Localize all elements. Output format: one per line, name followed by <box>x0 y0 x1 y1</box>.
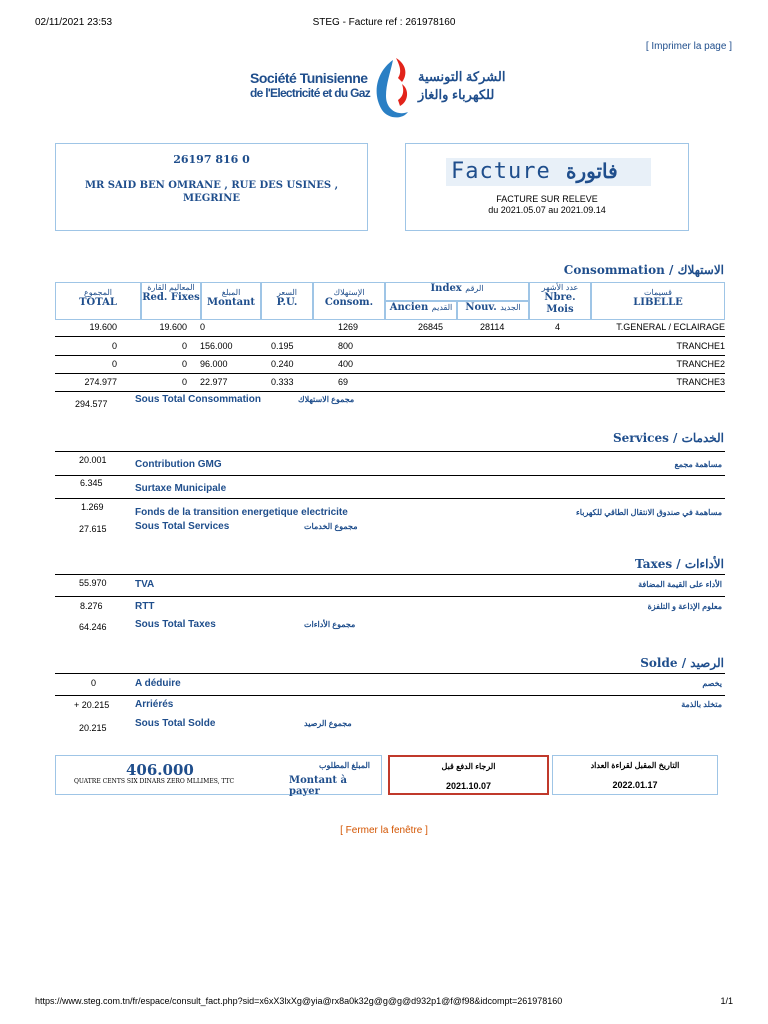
client-ref: 26197 816 0 <box>173 153 250 166</box>
close-window-link[interactable]: [ Fermer la fenêtre ] <box>340 825 428 836</box>
col-pu: P.U. <box>276 297 298 308</box>
col-red: Red. Fixes <box>142 292 200 303</box>
subtotal-taxes-label: Sous Total Taxes <box>135 619 216 630</box>
taxes-ar-0: الأداء على القيمة المضافة <box>638 580 722 589</box>
section-title-consommation: Consommation / الاستهلاك <box>563 263 724 277</box>
amount-label: Montant à payer <box>289 775 347 797</box>
cell-ancien: 26845 <box>418 322 444 332</box>
subtotal-services-ar: مجموع الخدمات <box>304 522 358 531</box>
cell-mois: 4 <box>555 322 561 332</box>
section-title-taxes: Taxes / الأداءات <box>635 557 724 571</box>
col-ancien-ar: القديم <box>431 303 453 312</box>
col-nouv-ar: الجديد <box>500 303 521 312</box>
next-reading-box <box>552 755 718 795</box>
cell-pu: 0.240 <box>271 359 294 369</box>
invoice-period: du 2021.05.07 au 2021.09.14 <box>488 205 606 215</box>
cell-consom: 400 <box>338 359 354 369</box>
services-label-1: Surtaxe Municipale <box>135 483 227 494</box>
cell-pu: 0.195 <box>271 341 294 351</box>
col-montant: Montant <box>207 297 255 308</box>
cell-red: 0 <box>181 341 187 351</box>
divider <box>55 336 725 337</box>
subtotal-services-value: 27.615 <box>79 524 107 534</box>
col-red-ar: المعاليم القارة <box>147 283 195 292</box>
due-date: 2021.10.07 <box>445 781 492 791</box>
cell-red: 19.600 <box>159 322 187 332</box>
logo-ar-line2: للكهرباء والغاز <box>418 87 495 102</box>
cell-libelle: T.GENERAL / ECLAIRAGE <box>616 322 725 332</box>
subtotal-taxes-ar: مجموع الأداءات <box>304 620 356 629</box>
divider <box>55 373 725 374</box>
consumption-row <box>55 377 725 391</box>
divider <box>55 451 725 452</box>
col-total: TOTAL <box>79 297 117 308</box>
cell-total: 19.600 <box>89 322 117 332</box>
consumption-row <box>55 359 725 373</box>
cell-consom: 69 <box>338 377 349 387</box>
subtotal-consommation-label: Sous Total Consommation <box>135 394 261 405</box>
cell-montant: 96.000 <box>200 359 228 369</box>
cell-red: 0 <box>181 377 187 387</box>
subtotal-consommation-value: 294.577 <box>75 399 108 409</box>
services-value-2: 1.269 <box>81 502 104 512</box>
solde-value-0: 0 <box>91 678 97 688</box>
divider <box>55 596 725 597</box>
divider <box>55 391 725 392</box>
subtotal-solde-label: Sous Total Solde <box>135 718 216 729</box>
col-mois: Nbre. Mois <box>544 292 576 315</box>
divider <box>55 475 725 476</box>
cell-total: 274.977 <box>84 377 117 387</box>
solde-ar-0: يخصم <box>702 679 722 688</box>
cell-total: 0 <box>111 359 117 369</box>
cell-libelle: TRANCHE2 <box>676 359 725 369</box>
logo-ar-line1: الشركة التونسية <box>418 69 506 84</box>
divider <box>55 498 725 499</box>
cell-consom: 800 <box>338 341 354 351</box>
taxes-value-1: 8.276 <box>80 601 103 611</box>
section-title-solde: Solde / الرصيد <box>640 656 724 670</box>
next-label-ar: التاريخ المقبل لقراءة العداد <box>590 761 680 770</box>
amount-words: QUATRE CENTS SIX DINARS ZERO MLLIMES, TTC <box>74 778 235 785</box>
cell-montant: 22.977 <box>200 377 228 387</box>
col-index: Index <box>430 283 462 294</box>
print-title: STEG - Facture ref : 261978160 <box>312 17 456 28</box>
steg-logo <box>250 54 530 124</box>
col-total-ar: المجموع <box>84 288 112 297</box>
solde-value-1: + 20.215 <box>74 700 110 710</box>
subtotal-services-label: Sous Total Services <box>135 521 230 532</box>
col-libelle: LIBELLE <box>633 297 683 308</box>
taxes-ar-1: معلوم الإذاعة و التلفزة <box>647 602 722 611</box>
services-value-1: 6.345 <box>80 478 103 488</box>
taxes-value-0: 55.970 <box>79 578 107 588</box>
taxes-label-0: TVA <box>135 579 155 590</box>
consumption-row <box>55 341 725 355</box>
client-name-line2: MEGRINE <box>183 193 240 204</box>
cell-red: 0 <box>181 359 187 369</box>
subtotal-consommation-ar: مجموع الاستهلاك <box>298 395 355 404</box>
services-ar-0: مساهمة مجمع <box>674 460 722 469</box>
due-date-box <box>388 755 549 795</box>
solde-label-1: Arriérés <box>135 699 174 710</box>
logo-fr-line2: de l'Electricité et du Gaz <box>250 86 371 100</box>
subtotal-taxes-value: 64.246 <box>79 622 107 632</box>
cell-pu: 0.333 <box>271 377 294 387</box>
next-reading-date: 2022.01.17 <box>612 780 658 790</box>
services-ar-2: مساهمة في صندوق الانتقال الطاقي للكهرباء <box>576 508 722 517</box>
amount-label-ar: المبلغ المطلوب <box>319 761 370 770</box>
footer-url: https://www.steg.com.tn/fr/espace/consult_fact.php?sid=x6xX3lxXg@yia@rx8a0k32g@g@g@d932p1@f@f98&idcompt=261978160 <box>35 996 563 1006</box>
col-index-ar: الرقم <box>465 284 484 293</box>
invoice-title-ar: فاتورة <box>566 161 618 183</box>
consumption-header <box>55 282 725 320</box>
print-page-link[interactable]: [ Imprimer la page ] <box>645 41 732 52</box>
services-label-0: Contribution GMG <box>135 459 222 470</box>
col-mois-ar: عدد الأشهر <box>541 283 579 292</box>
cell-nouv: 28114 <box>480 322 505 332</box>
section-title-services: Services / الخدمات <box>612 431 724 445</box>
logo-fr-line1: Société Tunisienne <box>250 70 368 86</box>
solde-label-0: A déduire <box>135 678 181 689</box>
col-ancien: Ancien <box>389 302 429 313</box>
cell-libelle: TRANCHE1 <box>676 341 725 351</box>
services-value-0: 20.001 <box>79 455 107 465</box>
client-box <box>55 143 368 231</box>
due-label-ar: الرجاء الدفع قبل <box>441 762 496 771</box>
cell-libelle: TRANCHE3 <box>676 377 725 387</box>
invoice-title-fr: Facture <box>451 159 551 184</box>
amount-box <box>55 755 382 795</box>
divider <box>55 695 725 696</box>
col-consom-ar: الإستهلاك <box>333 288 365 297</box>
col-nouv: Nouv. <box>465 302 497 313</box>
services-label-2: Fonds de la transition energetique electricite <box>135 507 348 518</box>
invoice-type: FACTURE SUR RELEVE <box>496 194 598 204</box>
print-datetime: 02/11/2021 23:53 <box>35 17 113 28</box>
divider <box>55 673 725 674</box>
col-consom: Consom. <box>324 297 374 308</box>
cell-montant: 0 <box>200 322 206 332</box>
cell-montant: 156.000 <box>200 341 233 351</box>
client-name-line1: MR SAID BEN OMRANE , RUE DES USINES , <box>84 180 339 191</box>
invoice-box <box>405 143 689 231</box>
amount-value: 406.000 <box>126 761 194 779</box>
col-montant-ar: المبلغ <box>221 288 241 297</box>
cell-consom: 1269 <box>338 322 359 332</box>
subtotal-solde-value: 20.215 <box>79 723 107 733</box>
subtotal-solde-ar: مجموع الرصيد <box>304 719 352 728</box>
col-libelle-ar: قسيمات <box>644 288 672 297</box>
footer-page: 1/1 <box>720 996 733 1006</box>
taxes-label-1: RTT <box>135 601 155 612</box>
col-pu-ar: السعر <box>276 288 298 297</box>
cell-total: 0 <box>111 341 117 351</box>
steg-flame-icon <box>368 54 418 122</box>
consumption-row <box>55 322 725 336</box>
divider <box>55 355 725 356</box>
divider <box>55 574 725 575</box>
solde-ar-1: متخلد بالذمة <box>681 700 722 709</box>
